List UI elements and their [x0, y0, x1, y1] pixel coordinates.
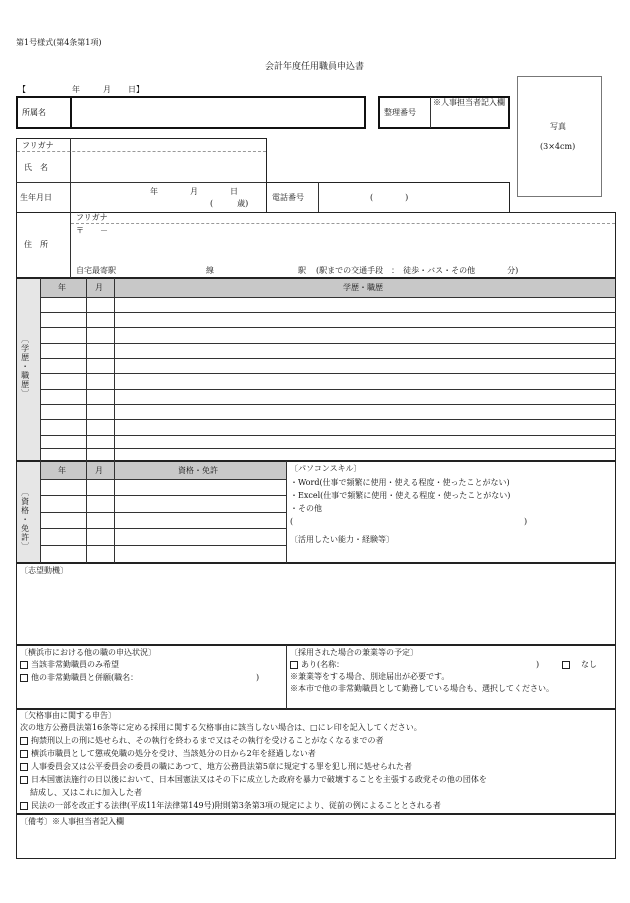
side-job-yes-close: ) [536, 660, 540, 669]
motive-title: 〔志望動機〕 [20, 566, 68, 575]
side-job-note2: ※本市で他の非常勤職員として勤務している場合も、選択してください。 [290, 684, 554, 693]
other-apps-opt2-close: ) [256, 673, 260, 682]
side-job-title: 〔採用された場合の兼業等の予定〕 [290, 648, 418, 657]
license-col-month: 月 [95, 466, 103, 475]
affiliation-field[interactable] [16, 96, 366, 129]
station-suffix: 駅 [298, 266, 306, 275]
disqual-item[interactable]: 日本国憲法施行の日以後において、日本国憲法又はその下に成立した政府を暴力で破壊することを主張する政党その他の団体を [20, 775, 487, 785]
affiliation-label: 所属名 [22, 108, 46, 117]
birth-day: 日 [230, 187, 238, 196]
license-col-year: 年 [58, 466, 66, 475]
history-col-detail: 学歴・職歴 [343, 283, 383, 292]
history-col-year: 年 [58, 283, 66, 292]
history-col-month: 月 [95, 283, 103, 292]
checkbox[interactable] [20, 661, 28, 669]
other-apps-opt2[interactable]: 他の非常勤職員と併願(職名： [20, 673, 138, 683]
birth-label: 生年月日 [20, 193, 52, 202]
checkbox[interactable] [562, 661, 570, 669]
side-job-note1: ※兼業等をする場合、別途届出が必要です。 [290, 672, 450, 681]
name-input[interactable] [72, 152, 265, 181]
other-skill-open: ( [290, 517, 294, 526]
remarks-title: 〔備考〕※人事担当者記入欄 [20, 817, 124, 826]
checkbox[interactable] [20, 674, 28, 682]
checkbox[interactable] [20, 750, 28, 758]
birth-year: 年 [150, 187, 158, 196]
disqual-item[interactable]: 民法の一部を改正する法律(平成11年法律第149号)附則第3条第3項の規定により、従前の例によることとされる者 [20, 801, 441, 811]
license-col-detail: 資格・免許 [178, 466, 218, 475]
name-furigana-label: フリガナ [22, 141, 54, 150]
disqual-item[interactable]: 横浜市職員として懲戒免職の処分を受け、当該処分の日から2年を経過しない者 [20, 749, 316, 759]
side-job-yes[interactable]: あり(名称： [290, 660, 344, 670]
name-label: 氏 名 [24, 163, 48, 172]
history-table [16, 278, 616, 461]
line-label: 線 [206, 266, 214, 275]
disqual-item[interactable]: 拘禁刑以上の刑に処せられ、その執行を終わるまで又はその執行を受けることがなくなるまでの者 [20, 736, 383, 746]
photo-size: (3×4cm) [540, 142, 576, 151]
history-side-label: 〔学歴・職歴〕 [20, 335, 30, 398]
disqual-item[interactable]: 人事委員会又は公平委員会の委員の職にあつて、地方公務員法第5章に規定する罪を犯し刑に処せられた者 [20, 762, 412, 772]
other-apps-opt1[interactable]: 当該非常勤職員のみ希望 [20, 660, 119, 670]
form-number: 第1号様式(第4条第1項) [16, 38, 102, 47]
checkbox[interactable] [20, 776, 28, 784]
other-apps-title: 〔横浜市における他の職の申込状況〕 [20, 648, 156, 657]
checkbox[interactable] [20, 802, 28, 810]
address-furigana: フリガナ [76, 213, 108, 222]
motive-field[interactable] [16, 563, 616, 645]
other-skill-close: ) [524, 517, 528, 526]
excel-skill[interactable]: ・Excel(仕事で頻繁に使用・使える程度・使ったことがない) [290, 491, 511, 500]
page-title: 会計年度任用職員申込書 [265, 62, 365, 72]
phone-paren: ( ) [370, 193, 409, 202]
checkbox[interactable] [290, 661, 298, 669]
station-label: 自宅最寄駅 [76, 266, 116, 275]
checkbox[interactable] [20, 763, 28, 771]
seiri-note: ※人事担当者記入欄 [433, 98, 505, 107]
license-side-label: 〔資格・免許〕 [20, 488, 30, 551]
photo-label: 写真 [550, 122, 566, 131]
birth-age: ( 歳) [210, 199, 249, 208]
address-label: 住 所 [24, 240, 48, 249]
seiri-label: 整理番号 [384, 108, 416, 117]
photo-box[interactable] [517, 76, 602, 197]
postal-code[interactable]: 〒 － [76, 226, 108, 235]
checkbox[interactable] [20, 737, 28, 745]
disqual-intro: 次の地方公務員法第16条等に定める採用に関する欠格事由に該当しない場合は、□にレ印を記入してください。 [20, 723, 422, 732]
side-job-no[interactable]: なし [562, 660, 597, 670]
phone-label: 電話番号 [272, 193, 304, 202]
disqual-title: 〔欠格事由に関する申告〕 [20, 711, 116, 720]
transport-text: (駅までの交通手段 ： 徒歩・バス・その他 分) [316, 266, 519, 275]
word-skill[interactable]: ・Word(仕事で頻繁に使用・使える程度・使ったことがない) [290, 478, 510, 487]
disqual-item-cont: 結成し、又はこれに加入した者 [30, 788, 142, 797]
ability-title: 〔活用したい能力・経験等〕 [290, 535, 394, 544]
birth-month: 月 [190, 187, 198, 196]
pc-skill-title: 〔パソコンスキル〕 [290, 464, 362, 473]
other-skill: ・その他 [290, 504, 322, 513]
